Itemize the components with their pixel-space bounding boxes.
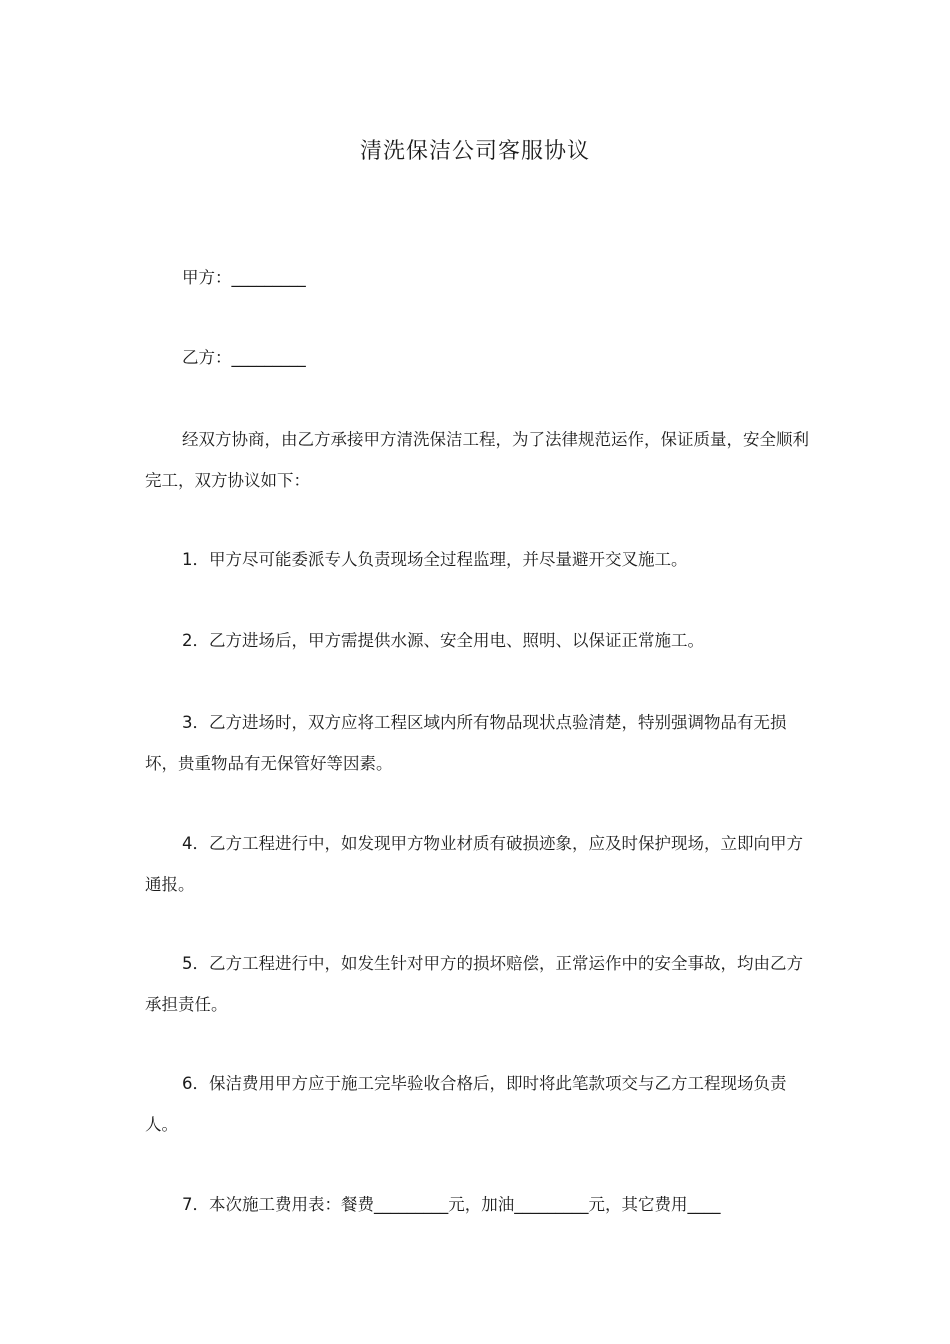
clause-7: 7．本次施工费用表：餐费_________元，加油_________元，其它费用____ (182, 1195, 721, 1214)
intro-paragraph: 经双方协商，由乙方承接甲方清洗保洁工程，为了法律规范运作，保证质量，安全顺利完工，双方协议如下： (145, 430, 809, 490)
party-a-line: 甲方：_________ (182, 268, 306, 287)
clause-4: 4．乙方工程进行中，如发现甲方物业材质有破损迹象，应及时保护现场，立即向甲方通报。 (145, 834, 803, 894)
clause-6: 6．保洁费用甲方应于施工完毕验收合格后，即时将此笔款项交与乙方工程现场负责人。 (145, 1074, 787, 1134)
clause-5: 5．乙方工程进行中，如发生针对甲方的损坏赔偿，正常运作中的安全事故，均由乙方承担责任。 (145, 954, 803, 1014)
clause-1: 1．甲方尽可能委派专人负责现场全过程监理，并尽量避开交叉施工。 (182, 550, 688, 569)
party-b-line: 乙方：_________ (182, 348, 306, 367)
clause-2: 2．乙方进场后，甲方需提供水源、安全用电、照明、以保证正常施工。 (182, 631, 704, 650)
document-title: 清洗保洁公司客服协议 (359, 139, 590, 164)
clause-3: 3．乙方进场时，双方应将工程区域内所有物品现状点验清楚，特别强调物品有无损坏，贵重物品有无保管好等因素。 (145, 713, 787, 773)
